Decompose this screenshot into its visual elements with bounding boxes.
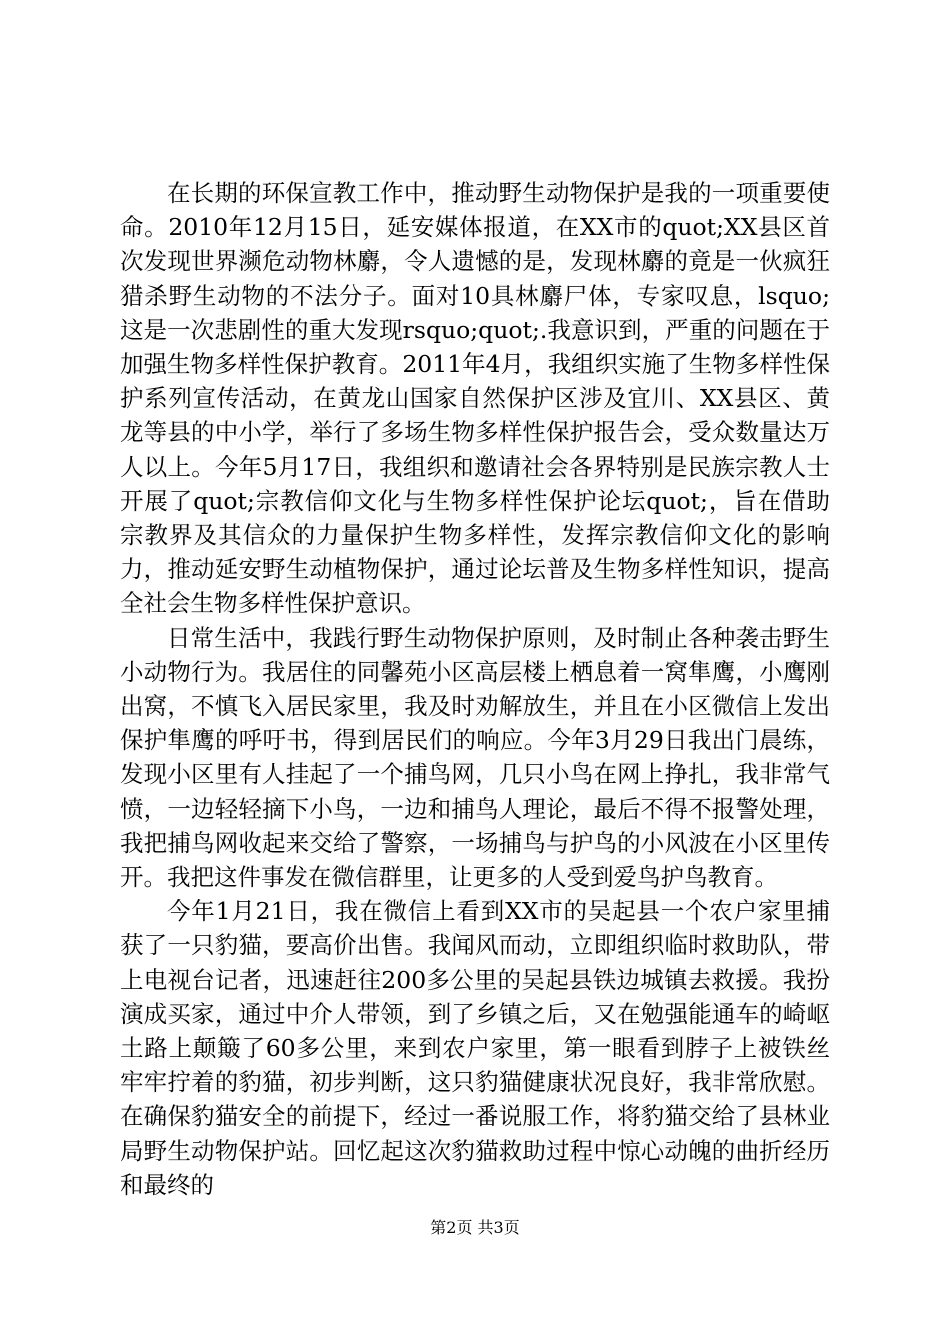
paragraph-2: 日常生活中，我践行野生动物保护原则，及时制止各种袭击野生小动物行为。我居住的同馨苑小区高层楼上栖息着一窝隼鹰，小鹰刚出窝，不慎飞入居民家里，我及时劝解放生，并且在小区微信上发出保护隼鹰的呼吁书，得到居民们的响应。今年3月29日我出门晨练，发现小区里有人挂起了一个捕鸟网，几只小鸟在网上挣扎，我非常气愤，一边轻轻摘下小鸟，一边和捕鸟人理论，最后不得不报警处理，我把捕鸟网收起来交给了警察，一场捕鸟与护鸟的小风波在小区里传开。我把这件事发在微信群里，让更多的人受到爱鸟护鸟教育。 bbox=[120, 623, 830, 892]
paragraph-3: 今年1月21日，我在微信上看到XX市的吴起县一个农户家里捕获了一只豹猫，要高价出售。我闻风而动，立即组织临时救助队，带上电视台记者，迅速赶往200多公里的吴起县铁边城镇去救援。我扮演成买家，通过中介人带领，到了乡镇之后，又在勉强能通车的崎岖土路上颠簸了60多公里，来到农户家里，第一眼看到脖子上被铁丝牢牢拧着的豹猫，初步判断，这只豹猫健康状况良好，我非常欣慰。在确保豹猫安全的前提下，经过一番说服工作，将豹猫交给了县林业局野生动物保护站。回忆起这次豹猫救助过程中惊心动魄的曲折经历和最终的 bbox=[120, 897, 830, 1199]
page-number-footer: 第2页 共3页 bbox=[430, 1218, 520, 1237]
paragraph-1: 在长期的环保宣教工作中，推动野生动物保护是我的一项重要使命。2010年12月15日，延安媒体报道，在XX市的quot;XX县区首次发现世界濒危动物林麝，令人遗憾的是，发现林麝的竟是一伙疯狂猎杀野生动物的不法分子。面对10具林麝尸体，专家叹息，lsquo;这是一次悲剧性的重大发现rsquo;quot;.我意识到，严重的问题在于加强生物多样性保护教育。2011年4月，我组织实施了生物多样性保护系列宣传活动，在黄龙山国家自然保护区涉及宜川、XX县区、黄龙等县的中小学，举行了多场生物多样性保护报告会，受众数量达万人以上。今年5月17日，我组织和邀请社会各界特别是民族宗教人士开展了quot;宗教信仰文化与生物多样性保护论坛quot;，旨在借助宗教界及其信众的力量保护生物多样性，发挥宗教信仰文化的影响力，推动延安野生动植物保护，通过论坛普及生物多样性知识，提高全社会生物多样性保护意识。 bbox=[120, 179, 830, 618]
document-body bbox=[120, 176, 830, 1202]
